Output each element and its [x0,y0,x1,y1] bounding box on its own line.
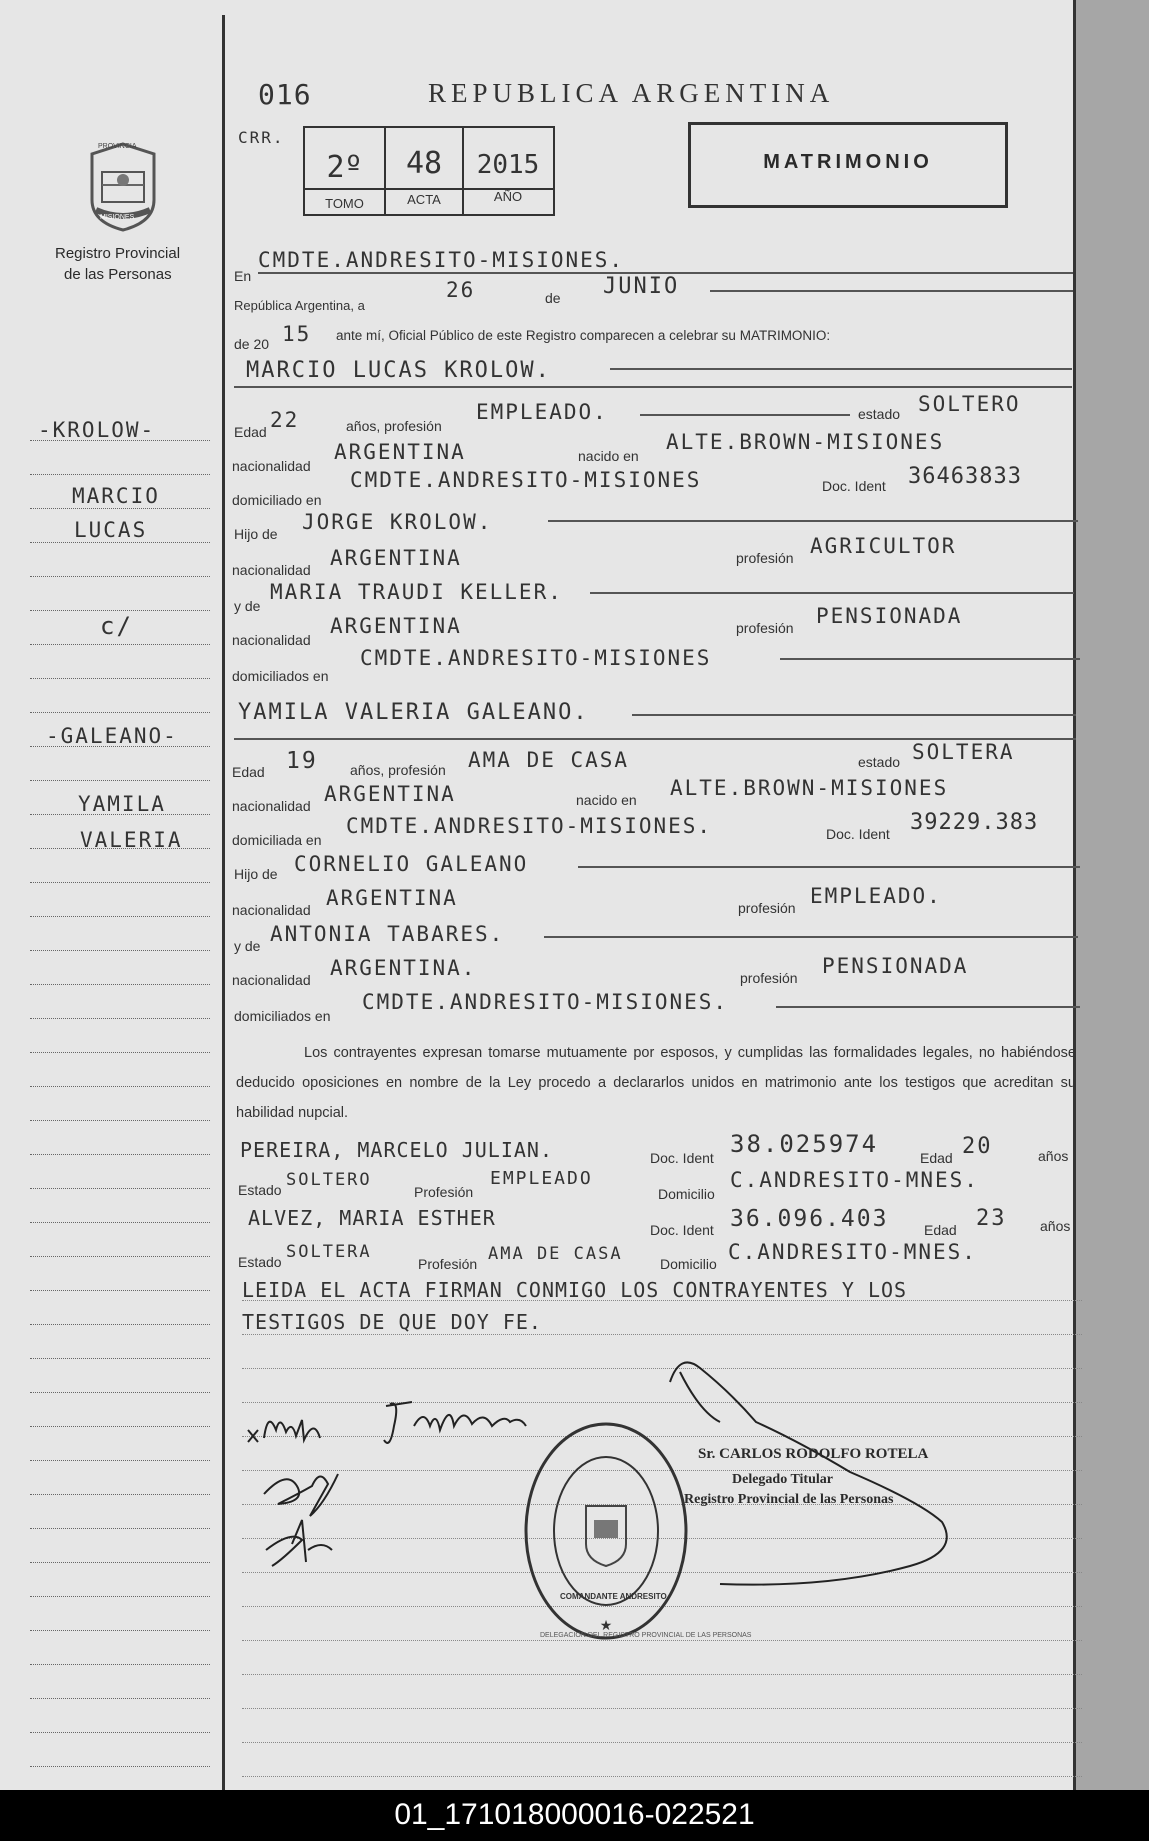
witness1-estado-value: SOLTERO [286,1170,372,1190]
bride-father-nac-label: nacionalidad [232,902,311,918]
witness1-estado-label: Estado [238,1182,282,1198]
bride-mother-label: y de [234,938,261,954]
de-label: de [545,290,561,306]
bride-full-name: YAMILA VALERIA GALEANO. [238,700,589,725]
tomo-value: 2º [326,150,363,185]
month-value: JUNIO [603,274,680,299]
groom-name-rule [610,368,1072,370]
bride-father-name: CORNELIO GALEANO [294,852,529,876]
witness2-domicilio-value: C.ANDRESITO-MNES. [728,1240,977,1264]
groom-profesion-rule [640,414,850,416]
official-name: Sr. CARLOS RODOLFO ROTELA [698,1446,929,1462]
witness2-doc-label: Doc. Ident [650,1222,714,1238]
groom-nacionalidad-value: ARGENTINA [334,440,466,464]
bride-mother-nac-value: ARGENTINA. [330,956,477,980]
witness1-profesion-label: Profesión [414,1184,474,1200]
groom-doc-label: Doc. Ident [822,478,886,494]
groom-nacido-label: nacido en [578,448,639,464]
groom-nacionalidad-label: nacionalidad [232,458,311,474]
groom-mother-nac-label: nacionalidad [232,632,311,648]
witness1-name: PEREIRA, MARCELO JULIAN. [240,1138,553,1162]
witness1-edad-label: Edad [920,1150,953,1166]
seal-text-top: PROVINCIA [98,143,137,150]
witness2-estado-value: SOLTERA [286,1242,372,1262]
margin-note-bride-first: YAMILA [78,792,166,816]
groom-edad-value: 22 [270,408,300,432]
registry-label-line2: de las Personas [64,266,172,283]
groom-full-name: MARCIO LUCAS KROLOW. [246,358,551,383]
delegation-round-seal [522,1420,690,1642]
witness1-anos-label: años [1038,1148,1069,1164]
groom-father-rule [548,520,1078,522]
witness2-estado-label: Estado [238,1254,282,1270]
official-office: Registro Provincial de las Personas [684,1492,894,1507]
bride-mother-prof-value: PENSIONADA [822,954,969,978]
seal-text-bottom: MISIONES [100,214,135,221]
official-title: Delegado Titular [732,1472,833,1487]
acta-label: ACTA [407,192,441,207]
left-margin-line [222,15,225,1790]
closing-line-1: LEIDA EL ACTA FIRMAN CONMIGO LOS CONTRAYENTES Y LOS [242,1278,908,1302]
registry-label-line1: Registro Provincial [55,245,181,262]
groom-name-rule-2 [234,386,1072,388]
witness1-doc-label: Doc. Ident [650,1150,714,1166]
groom-father-nac-value: ARGENTINA [330,546,462,570]
witness1-domicilio-label: Domicilio [658,1186,715,1202]
bride-mother-nac-label: nacionalidad [232,972,311,988]
republica-label: República Argentina, a [234,298,365,313]
margin-note-groom-middle: LUCAS [74,518,148,542]
groom-profesion-value: EMPLEADO. [476,400,608,424]
bride-father-prof-value: EMPLEADO. [810,884,942,908]
place-value: CMDTE.ANDRESITO-MISIONES. [258,248,625,272]
bride-doc-label: Doc. Ident [826,826,890,842]
witness2-anos-label: años [1040,1218,1071,1234]
bride-nacionalidad-value: ARGENTINA [324,782,456,806]
margin-note-groom-surname: -KROLOW- [38,418,156,442]
witness2-profesion-value: AMA DE CASA [488,1244,623,1264]
witness1-edad-value: 20 [962,1134,993,1159]
svg-text:★: ★ [599,1618,613,1634]
groom-estado-value: SOLTERO [918,392,1021,416]
scan-edge [1075,0,1149,1790]
bride-father-prof-label: profesión [738,900,796,916]
bride-name-rule [632,714,1076,716]
witness2-edad-label: Edad [924,1222,957,1238]
witness2-profesion-label: Profesión [418,1256,478,1272]
groom-hijo-label: Hijo de [234,526,278,542]
closing-line-2: TESTIGOS DE QUE DOY FE. [242,1310,542,1334]
witness2-name: ALVEZ, MARIA ESTHER [248,1206,496,1230]
bride-hijo-label: Hijo de [234,866,278,882]
groom-domicilio-value: CMDTE.ANDRESITO-MISIONES [350,468,702,492]
witness2-edad-value: 23 [976,1206,1007,1231]
bride-nacido-label: nacido en [576,792,637,808]
groom-nacido-value: ALTE.BROWN-MISIONES [666,430,945,454]
groom-father-name: JORGE KROLOW. [302,510,493,534]
groom-doc-value: 36463833 [908,464,1022,489]
groom-mother-name: MARIA TRAUDI KELLER. [270,580,563,604]
tomo-label: TOMO [325,196,364,211]
groom-parents-rule [780,658,1080,660]
margin-note-groom-first: MARCIO [72,484,160,508]
groom-anos-profesion-label: años, profesión [346,418,442,434]
groom-parents-dom-label: domiciliados en [232,668,329,684]
anio-label: AÑO [493,189,523,204]
year-prefix: de 20 [234,336,270,352]
bride-profesion-value: AMA DE CASA [468,748,630,772]
bride-edad-value: 19 [286,748,318,774]
groom-parents-dom-value: CMDTE.ANDRESITO-MISIONES [360,646,712,670]
seal-outer-text: DELEGACION DEL REGISTRO PROVINCIAL DE LAS PERSONAS [540,1632,752,1639]
bride-parents-dom-value: CMDTE.ANDRESITO-MISIONES. [362,990,729,1014]
margin-note-bride-surname: -GALEANO- [46,724,178,748]
witness1-profesion-value: EMPLEADO [490,1168,593,1189]
witness2-doc-value: 36.096.403 [730,1206,889,1232]
right-margin-line [1073,0,1076,1790]
groom-father-prof-value: AGRICULTOR [810,534,957,558]
acta-value: 48 [405,146,443,181]
year-suffix: 15 [282,322,312,346]
groom-mother-prof-value: PENSIONADA [816,604,963,628]
groom-mother-label: y de [234,598,261,614]
bride-mother-prof-label: profesión [740,970,798,986]
anio-value: 2015 [476,150,540,180]
bride-parents-dom-label: domiciliados en [234,1008,331,1024]
page-number: 016 [258,78,312,111]
bride-mother-rule [544,936,1078,938]
groom-mother-prof-label: profesión [736,620,794,636]
margin-note-bride-middle: VALERIA [80,828,183,852]
bride-domiciliada-label: domiciliada en [232,832,322,848]
record-type-title: MATRIMONIO [763,151,933,173]
witness2-signature [262,1510,352,1575]
margin-note-con: c/ [100,612,133,640]
bride-signature [380,1396,530,1461]
groom-father-nac-label: nacionalidad [232,562,311,578]
bride-edad-label: Edad [232,764,265,780]
oficial-text: ante mí, Oficial Público de este Registro comparecen a celebrar su MATRIMONIO: [336,328,831,343]
groom-edad-label: Edad [234,424,267,440]
registry-seal-emblem [82,140,164,237]
groom-father-prof-label: profesión [736,550,794,566]
bride-nacionalidad-label: nacionalidad [232,798,311,814]
en-label: En [234,268,252,284]
corner-note: CRR. [238,128,285,147]
bride-estado-value: SOLTERA [912,740,1015,764]
footer-id: 01_171018000016-022521 [394,1798,755,1831]
bride-anos-profesion-label: años, profesión [350,762,446,778]
bride-estado-label: estado [858,754,901,770]
date-rule [710,290,1073,292]
groom-domiciliado-label: domiciliado en [232,492,322,508]
day-value: 26 [446,278,476,302]
country-title: REPUBLICA ARGENTINA [428,78,835,108]
seal-inner-text: COMANDANTE ANDRESITO [560,1592,667,1601]
bride-doc-value: 39229.383 [910,810,1039,835]
bride-nacido-value: ALTE.BROWN-MISIONES [670,776,949,800]
groom-mother-rule [590,592,1074,594]
bride-father-nac-value: ARGENTINA [326,886,458,910]
witness1-domicilio-value: C.ANDRESITO-MNES. [730,1168,979,1192]
declaration-text: Los contrayentes expresan tomarse mutuamente por esposos, y cumplidas las formalidades legales, no habiéndose deducido oposiciones en nombre de la Ley procedo a declararlos unidos en matrimonio ante los testigos que acreditan su habilidad nupcial. [236,1045,1076,1121]
groom-estado-label: estado [858,406,901,422]
bride-parents-rule [776,1006,1080,1008]
bride-father-rule [578,866,1080,868]
witness2-domicilio-label: Domicilio [660,1256,717,1272]
groom-mother-nac-value: ARGENTINA [330,614,462,638]
groom-signature [244,1400,344,1455]
bride-domicilio-value: CMDTE.ANDRESITO-MISIONES. [346,814,713,838]
witness1-doc-value: 38.025974 [730,1130,879,1158]
bride-mother-name: ANTONIA TABARES. [270,922,505,946]
